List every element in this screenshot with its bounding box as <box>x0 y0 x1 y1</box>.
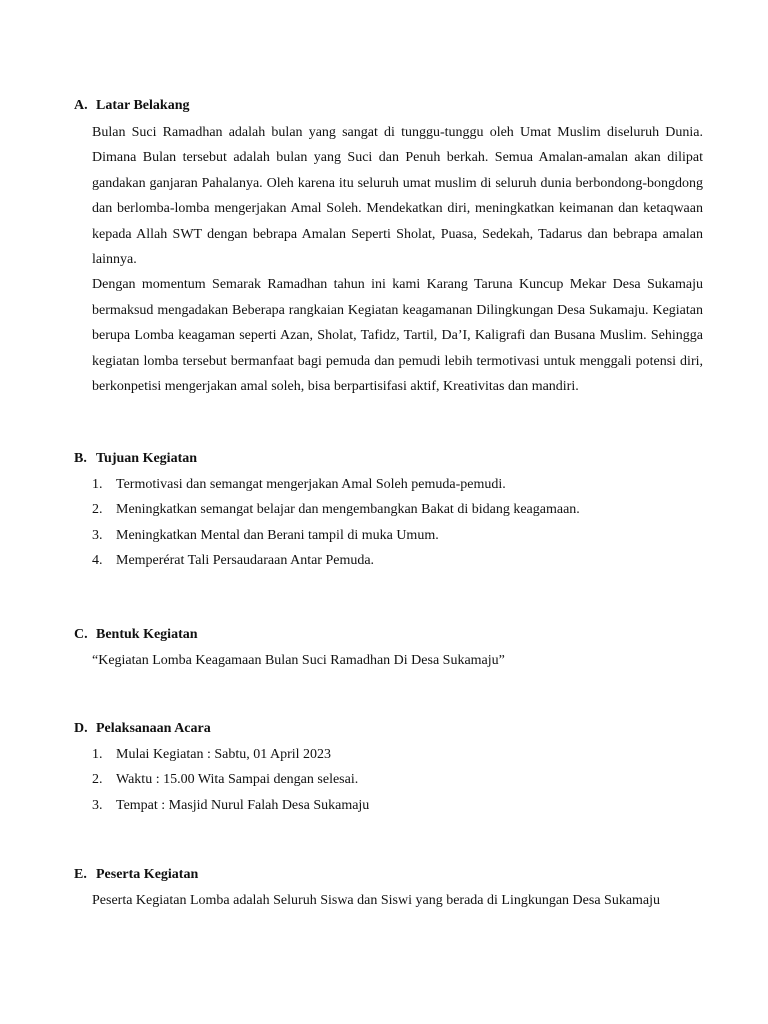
section-e-body <box>92 888 703 913</box>
section-c-letter: C. <box>74 627 88 642</box>
section-e-heading <box>74 867 198 883</box>
list-item <box>92 472 580 497</box>
section-a-title: Latar Belakang <box>96 98 190 113</box>
list-item <box>92 767 369 792</box>
section-b-heading <box>74 451 197 467</box>
list-item-text: Memperérat Tali Persaudaraan Antar Pemuda. <box>116 553 375 569</box>
section-c-title: Bentuk Kegiatan <box>96 627 198 642</box>
list-item-number: 3. <box>92 797 103 813</box>
section-b-title: Tujuan Kegiatan <box>96 451 198 466</box>
section-b-letter: B. <box>74 451 87 466</box>
list-item-text: Meningkatkan semangat belajar dan mengembangkan Bakat di bidang keagamaan. <box>116 502 580 518</box>
list-item-text: Tempat : Masjid Nurul Falah Desa Sukamaju <box>116 797 370 813</box>
list-item <box>92 523 580 548</box>
section-d-letter: D. <box>74 721 88 736</box>
list-item <box>92 793 369 818</box>
list-item-number: 1. <box>92 747 103 762</box>
section-a-paragraph-1: Bulan Suci Ramadhan adalah bulan yang sangat di tunggu-tunggu oleh Umat Muslim diseluruh Dunia. Dimana Bulan tersebut adalah bulan yang Suci dan Penuh berkah. Semua Amalan-amalan akan dilipat gandakan ganjaran Pahalanya. Oleh karena itu seluruh umat muslim di seluruh dunia berbondong-bongdong dan berlomba-lomba mengerjakan Amal Soleh. Mendekatkan diri, meningkatkan keimanan dan ketaqwaan kepada Allah SWT dengan bebrapa Amalan Seperti Sholat, Puasa, Sedekah, Tadarus dan bebrapa amalan lainnya. <box>92 125 703 268</box>
section-c-heading <box>74 627 198 643</box>
section-a-letter: A. <box>74 98 88 113</box>
list-item-text: Waktu : 15.00 Wita Sampai dengan selesai. <box>116 772 359 788</box>
section-e-paragraph-1: Peserta Kegiatan Lomba adalah Seluruh Siswa dan Siswi yang berada di Lingkungan Desa Sukamaju <box>92 893 661 908</box>
section-d-heading <box>74 721 211 737</box>
section-a-heading <box>74 98 189 114</box>
list-item-number: 3. <box>92 527 103 543</box>
list-item <box>92 548 580 573</box>
list-item-text: Termotivasi dan semangat mengerjakan Amal Soleh pemuda-pemudi. <box>116 477 506 492</box>
section-e-title: Peserta Kegiatan <box>96 867 199 882</box>
list-item-text: Mulai Kegiatan : Sabtu, 01 April 2023 <box>116 747 332 762</box>
list-item-number: 2. <box>92 502 103 518</box>
section-b-list <box>92 472 580 574</box>
list-item-number: 2. <box>92 772 103 788</box>
list-item <box>92 497 580 522</box>
list-item-text: Meningkatkan Mental dan Berani tampil di muka Umum. <box>116 527 439 543</box>
section-d-list <box>92 742 369 818</box>
section-d-title: Pelaksanaan Acara <box>96 721 211 736</box>
list-item <box>92 742 369 767</box>
section-e-letter: E. <box>74 867 87 882</box>
section-c-quote: “Kegiatan Lomba Keagamaan Bulan Suci Ramadhan Di Desa Sukamaju” <box>92 653 505 668</box>
section-a-paragraph-2: Dengan momentum Semarak Ramadhan tahun ini kami Karang Taruna Kuncup Mekar Desa Sukamaju bermaksud mengadakan Beberapa rangkaian Kegiatan keagamanan Dilingkungan Desa Sukamaju. Kegiatan berupa Lomba keagaman seperti Azan, Sholat, Tafidz, Tartil, Da’I, Kaligrafi dan Busana Muslim. Sehingga kegiatan lomba tersebut bermanfaat bagi pemuda dan pemudi lebih termotivasi untuk menggali potensi diri, berkonpetisi mengerjakan amal soleh, bisa berpartisifasi aktif, Kreativitas dan mandiri. <box>92 277 703 395</box>
list-item-number: 4. <box>92 553 103 569</box>
section-a-body <box>92 120 703 399</box>
list-item-number: 1. <box>92 477 103 492</box>
